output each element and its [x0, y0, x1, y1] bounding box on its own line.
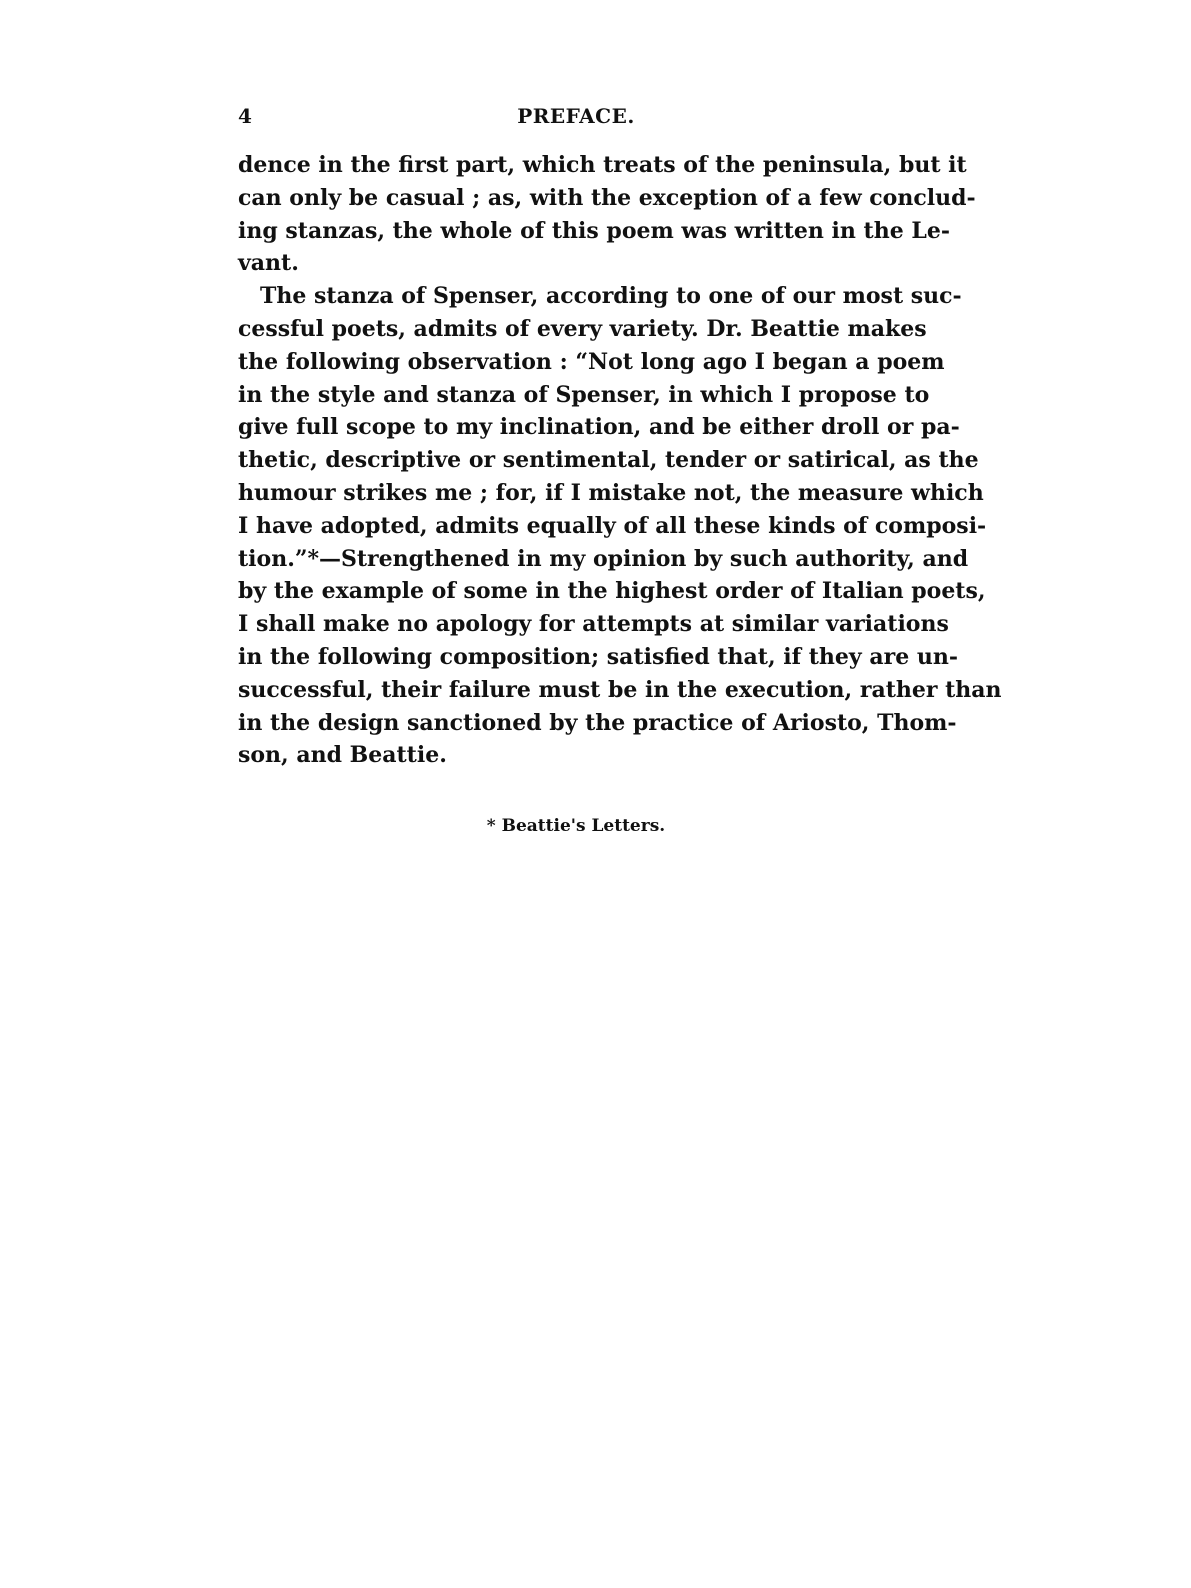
- text-line: son, and Beattie.: [238, 742, 447, 769]
- section-title: PREFACE.: [517, 104, 635, 128]
- text-line: give full scope to my inclination, and be either droll or pa-: [238, 414, 960, 441]
- paragraph-1: [238, 149, 976, 280]
- text-line: in the following composition; satisfied that, if they are un-: [238, 643, 958, 670]
- text-line: thetic, descriptive or sentimental, tender or satirical, as the: [238, 447, 979, 474]
- text-line: ing stanzas, the whole of this poem was written in the Le-: [238, 217, 950, 244]
- text-line: by the example of some in the highest order of Italian poets,: [238, 578, 986, 605]
- body-text: [238, 149, 1002, 772]
- text-line: I shall make no apology for attempts at similar variations: [238, 611, 949, 638]
- text-line: humour strikes me ; for, if I mistake not, the measure which: [238, 479, 984, 506]
- text-line: vant.: [238, 250, 299, 277]
- paragraph-2: [238, 280, 1002, 772]
- text-line: successful, their failure must be in the execution, rather than: [238, 676, 1002, 703]
- text-line: dence in the first part, which treats of the peninsula, but it: [238, 152, 967, 178]
- page-number: 4: [238, 104, 252, 128]
- text-line: The stanza of Spenser, according to one of our most suc-: [260, 283, 962, 310]
- text-line: cessful poets, admits of every variety. Dr. Beattie makes: [238, 315, 927, 342]
- text-line: the following observation : “Not long ago I began a poem: [238, 348, 945, 375]
- text-line: in the style and stanza of Spenser, in which I propose to: [238, 381, 930, 408]
- footnote: * Beattie's Letters.: [486, 816, 666, 836]
- text-line: tion.”*—Strengthened in my opinion by such authority, and: [238, 545, 969, 572]
- text-line: in the design sanctioned by the practice of Ariosto, Thom-: [238, 709, 957, 736]
- text-line: can only be casual ; as, with the exception of a few conclud-: [238, 184, 976, 211]
- text-line: I have adopted, admits equally of all these kinds of composi-: [238, 512, 987, 539]
- running-head: [238, 104, 914, 134]
